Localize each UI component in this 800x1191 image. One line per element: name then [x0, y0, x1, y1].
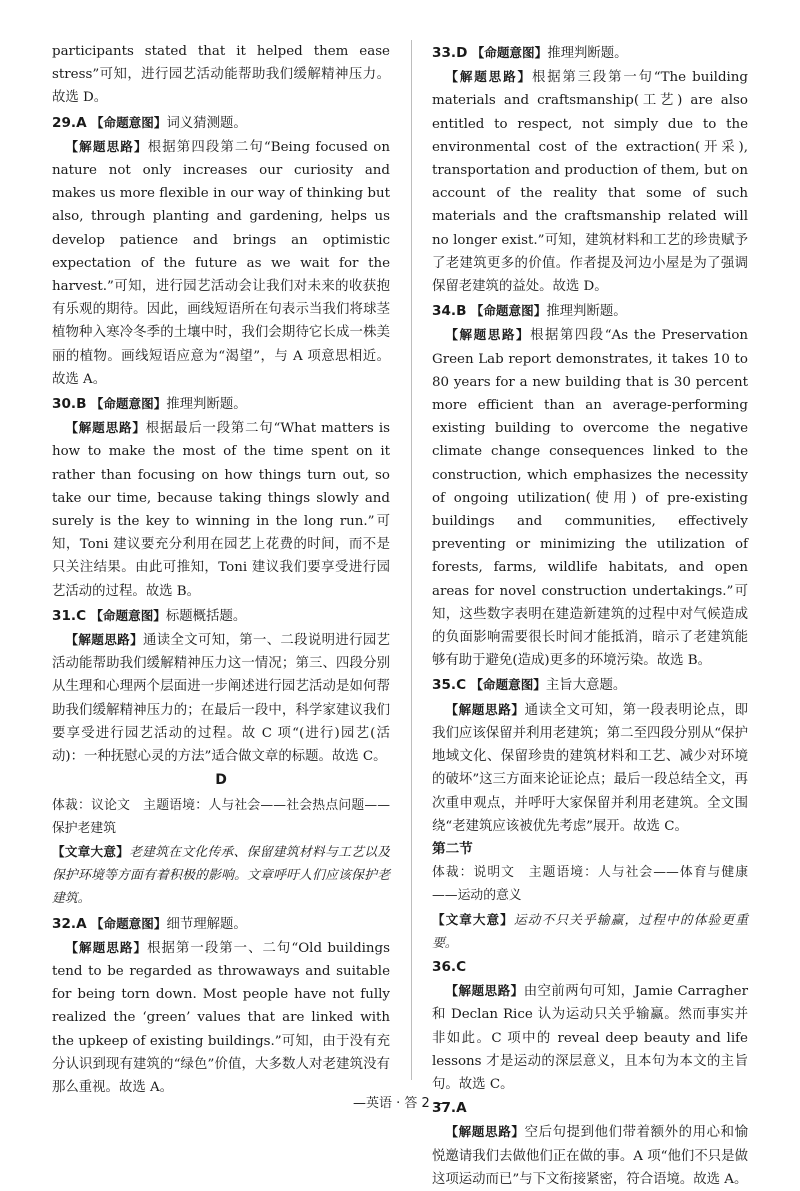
analysis-tag: 【解题思路】 — [65, 138, 148, 154]
section-d-summary — [52, 840, 390, 911]
question-33-analysis — [432, 65, 748, 298]
analysis-tag: 【解题思路】 — [445, 1124, 525, 1140]
question-number: 33.D — [432, 45, 468, 61]
question-35-analysis — [432, 698, 748, 838]
section-d-heading: D — [215, 772, 227, 789]
question-number: 29.A — [52, 114, 87, 131]
section-2-summary — [432, 908, 748, 955]
question-type: 细节理解题。 — [166, 916, 247, 932]
section-2-meta: 体裁：说明文 主题语境：人与社会——体育与健康——运动的意义 — [432, 865, 748, 904]
question-type: 推理判断题。 — [547, 46, 628, 61]
analysis-tag: 【解题思路】 — [65, 939, 148, 955]
analysis-text: 根据最后一段第二句“What matters is how to make the most of the time spent on it rather than focusing on how things turn out, so take our time, because taking things slowly and surely is the key to winning in the long run.”可知，Toni 建议要充分利用在园艺上花费的时间，而不是只关注结果。由此可推知，Toni 建议我们要享受进行园艺活动的过程。故选 B。 — [52, 421, 391, 599]
question-number: 31.C — [52, 607, 87, 624]
analysis-tag: 【解题思路】 — [65, 632, 144, 648]
question-35-header — [432, 673, 748, 697]
question-36-analysis — [432, 979, 748, 1096]
question-30-header — [52, 392, 390, 416]
analysis-tag: 【解题思路】 — [445, 701, 525, 717]
page-footer: —英语 · 答 2 — — [353, 1096, 447, 1111]
question-31-analysis — [52, 628, 390, 768]
question-34-analysis — [432, 323, 748, 672]
question-number: 30.B — [52, 396, 87, 413]
section-d-meta: 体裁：议论文 主题语境：人与社会——社会热点问题——保护老建筑 — [52, 797, 390, 836]
analysis-tag: 【解题思路】 — [445, 983, 524, 999]
intent-tag: 【命题意图】 — [90, 114, 167, 130]
analysis-text: 根据第四段“As the Preservation Green Lab report demonstrates, it takes 10 to 80 years for a new building that is 30 percent more efficient than an average-performing existing building to overcome the negative climate change consequences linked to the construction, which emphasizes the necessity of ongoing utilization(使用) of pre-existing buildings and communities, effectively preventing or minimizing the utilization of forests, farms, wildlife habitats, and open areas for novel construction undertakings.”可知，这些数字表明在建造新建筑的过程中对气候造成的负面影响需要很长时间才能抵消，暗示了老建筑能够有助于避免(造成)更多的环境污染。故选 B。 — [432, 328, 749, 669]
continued-answer-text: participants stated that it helped them ease stress”可知，进行园艺活动能帮助我们缓解精神压力。故选 D。 — [52, 44, 390, 106]
question-36-header — [432, 956, 748, 979]
analysis-text: 由空前两句可知，Jamie Carragher 和 Declan Rice 认为运动只关乎输赢。然而事实并非如此。C 项中的 reveal deep beauty and life lessons 才是运动的深层意义，且本句为本文的主旨句。故选 C。 — [432, 984, 748, 1092]
question-29-analysis — [52, 135, 390, 391]
analysis-text: 空后句提到他们带着额外的用心和愉悦邀请我们去做他们正在做的事。A 项“他们不只是做这项运动而已”与下文衔接紧密，符合语境。故选 A。 — [432, 1125, 748, 1187]
analysis-tag: 【解题思路】 — [65, 420, 146, 436]
question-number: 37.A — [432, 1100, 467, 1117]
question-number: 36.C — [432, 958, 467, 975]
question-34-header — [432, 299, 748, 323]
analysis-text: 通读全文可知，第一段表明论点，即我们应该保留并利用老建筑；第二至四段分别从“保护地域文化、保留珍贵的建筑材料和工艺、减少对环境的破坏”这三方面来论证论点；最后一段总结全文，再次重申观点，并呼吁大家保留并利用老建筑。全文围绕“老建筑应该被优先考虑”展开。故选 C。 — [432, 702, 748, 834]
question-29-header — [52, 111, 390, 135]
question-33-header — [432, 41, 748, 65]
intent-tag: 【命题意图】 — [90, 607, 166, 623]
column-divider — [411, 40, 412, 1080]
question-type: 推理判断题。 — [546, 304, 627, 320]
question-32-analysis — [52, 936, 390, 1099]
analysis-text: 通读全文可知，第一、二段说明进行园艺活动能帮助我们缓解精神压力这一情况；第三、四段分别从生理和心理两个层面进一步阐述进行园艺活动是如何帮助我们缓解精神压力的；在最后一段中，科学家建议我们要享受进行园艺活动的过程。故 C 项“(进行)园艺(活动)：一种抚慰心灵的方法”适合做文章的标题。故选 C。 — [52, 633, 391, 765]
question-type: 推理判断题。 — [166, 397, 247, 413]
question-number: 34.B — [432, 303, 467, 320]
intent-tag: 【命题意图】 — [90, 915, 167, 931]
intent-tag: 【命题意图】 — [90, 396, 167, 412]
analysis-tag: 【解题思路】 — [445, 69, 532, 85]
question-37-analysis — [432, 1120, 748, 1191]
right-column — [432, 40, 748, 1191]
question-31-header — [52, 604, 390, 628]
summary-text: 运动不只关乎输赢，过程中的体验更重要。 — [432, 912, 749, 951]
question-type: 词义猜测题。 — [166, 115, 247, 131]
left-column — [52, 40, 390, 1099]
intent-tag: 【命题意图】 — [471, 45, 548, 60]
question-type: 标题概括题。 — [165, 608, 247, 624]
question-number: 35.C — [432, 677, 467, 694]
analysis-text: 根据第一段第一、二句“Old buildings tend to be regarded as throwaways and suitable for being torn down. Most people have not fully realized the ‘green’ values that are linked with the upkeep of existing buildings.”可知，由于没有充分认识到现有建筑的“绿色”价值，大多数人对老建筑没有那么重视。故选 A。 — [52, 940, 390, 1095]
summary-tag: 【文章大意】 — [52, 843, 130, 859]
question-30-analysis — [52, 416, 390, 603]
question-type: 主旨大意题。 — [545, 678, 627, 694]
question-number: 32.A — [52, 915, 87, 932]
analysis-text: 根据第三段第一句“The building materials and craftsmanship(工艺) are also entitled to respect, not simply due to the environmental cost of the extraction(开采), transportation and production of them, but on account of the reality that some of such materials and the craftsmanship related will no longer exist.”可知，建筑材料和工艺的珍贵赋予了老建筑更多的价值。作者提及河边小屋是为了强调保留老建筑的益处。故选 D。 — [432, 70, 748, 295]
summary-text: 老建筑在文化传承、保留建筑材料与工艺以及保护环境等方面有着积极的影响。文章呼吁人们应该保护老建筑。 — [52, 844, 391, 907]
analysis-tag: 【解题思路】 — [445, 327, 531, 343]
intent-tag: 【命题意图】 — [470, 303, 547, 319]
summary-tag: 【文章大意】 — [432, 911, 514, 927]
section-2-heading: 第二节 — [432, 840, 473, 857]
intent-tag: 【命题意图】 — [470, 677, 546, 693]
analysis-text: 根据第四段第二句“Being focused on nature not only increases our curiosity and makes us more flexible in our way of thinking but also, through planting and gardening, helps us develop patience and brings an optimistic expectation of the future as we wait for the harvest.”可知，进行园艺活动会让我们对未来的收获抱有乐观的期待。因此，画线短语所在句表示当我们将球茎植物种入寒冷冬季的土壤中时，我们会期待它长成一株美丽的植物。画线短语应意为“渴望”，与 A 项意思相近。故选 A。 — [52, 139, 390, 387]
question-32-header — [52, 912, 390, 936]
